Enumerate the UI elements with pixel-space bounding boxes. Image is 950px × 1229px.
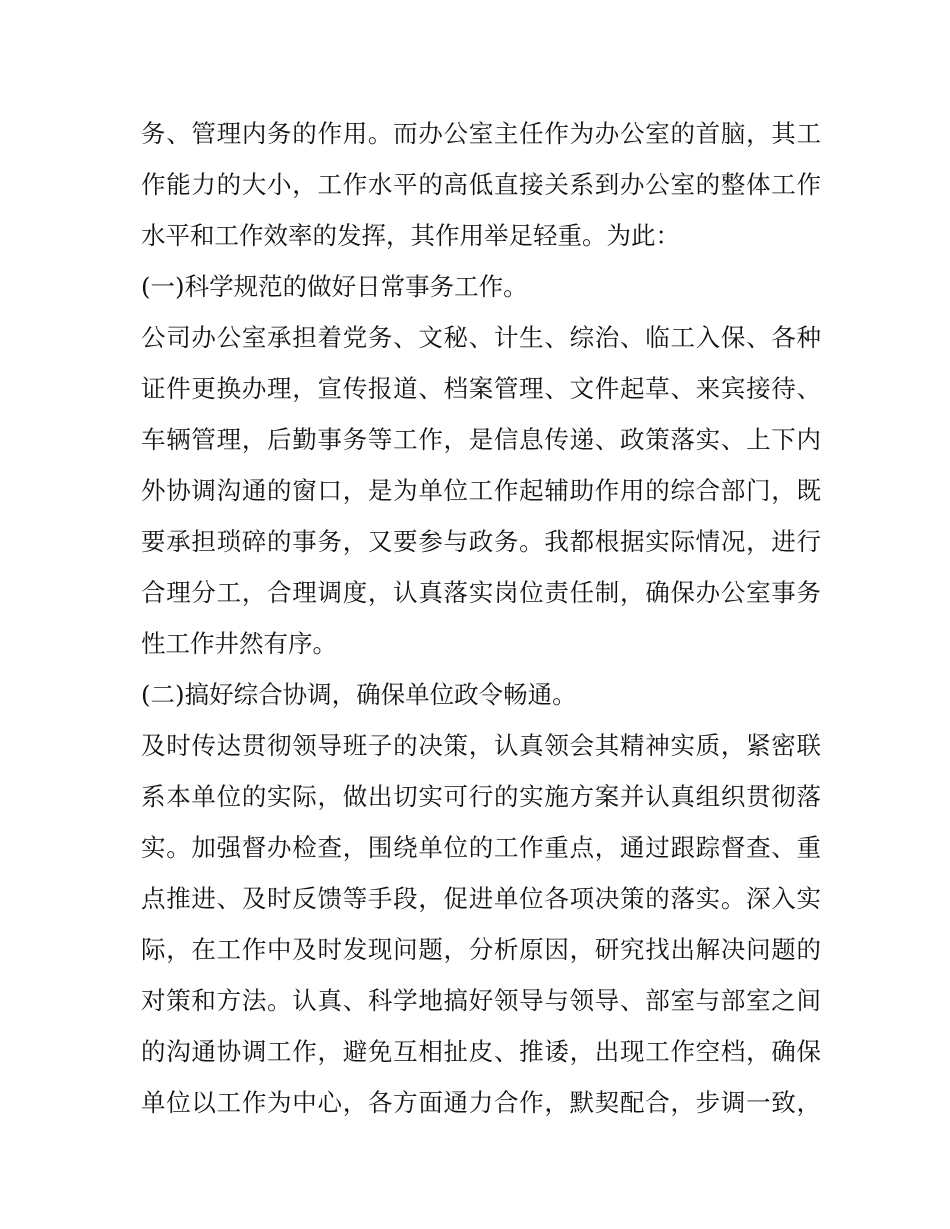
text-line: 合理分工，合理调度，认真落实岗位责任制，确保办公室事务 [141, 578, 821, 607]
text-line: 系本单位的实际，做出切实可行的实施方案并认真组织贯彻落 [141, 782, 821, 811]
text-line: 的沟通协调工作，避免互相扯皮、推诿，出现工作空档，确保 [141, 1037, 821, 1066]
document-body [141, 108, 821, 1128]
text-line: 要承担琐碎的事务，又要参与政务。我都根据实际情况，进行 [141, 527, 821, 556]
text-line: 证件更换办理，宣传报道、档案管理、文件起草、来宾接待、 [141, 374, 821, 403]
text-line: 及时传达贯彻领导班子的决策，认真领会其精神实质，紧密联 [141, 731, 821, 760]
text-line: 车辆管理，后勤事务等工作，是信息传递、政策落实、上下内 [141, 425, 821, 454]
text-line: 务、管理内务的作用。而办公室主任作为办公室的首脑，其工 [141, 119, 821, 148]
text-line: 际，在工作中及时发现问题，分析原因，研究找出解决问题的 [141, 935, 821, 964]
text-line: 对策和方法。认真、科学地搞好领导与领导、部室与部室之间 [141, 986, 821, 1015]
text-line: 外协调沟通的窗口，是为单位工作起辅助作用的综合部门，既 [141, 476, 821, 505]
text-line: 水平和工作效率的发挥，其作用举足轻重。为此： [141, 221, 680, 250]
text-line: 公司办公室承担着党务、文秘、计生、综治、临工入保、各种 [141, 323, 821, 352]
text-line: 单位以工作为中心，各方面通力合作，默契配合，步调一致， [141, 1088, 821, 1117]
text-line: 实。加强督办检查，围绕单位的工作重点，通过跟踪督查、重 [141, 833, 821, 862]
section-heading: (一)科学规范的做好日常事务工作。 [141, 272, 528, 301]
text-line: 性工作井然有序。 [141, 629, 337, 658]
text-line: 作能力的大小，工作水平的高低直接关系到办公室的整体工作 [141, 170, 821, 199]
text-line: 点推进、及时反馈等手段，促进单位各项决策的落实。深入实 [141, 884, 821, 913]
section-heading: (二)搞好综合协调，确保单位政令畅通。 [141, 680, 577, 709]
